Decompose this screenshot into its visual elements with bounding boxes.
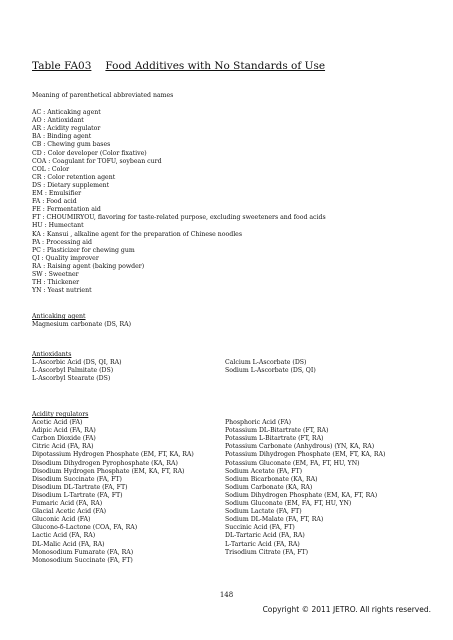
- additive-entry: Glucono-δ-Lactone (COA, FA, RA): [32, 524, 138, 532]
- additive-entry: L-Tartaric Acid (FA, RA): [225, 540, 300, 548]
- section-heading: Acidity regulators: [32, 411, 89, 418]
- abbreviation-item: DS : Dietary supplement: [32, 181, 110, 189]
- additive-entry: Sodium Bicarbonate (KA, RA): [225, 475, 318, 483]
- abbreviation-item: CD : Color developer (Color fixative): [32, 149, 147, 157]
- section-heading: Anticaking agent: [32, 313, 86, 320]
- additive-entry: Adipic Acid (FA, RA): [32, 427, 96, 435]
- additive-entry: L-Ascorbyl Stearate (DS): [32, 375, 111, 383]
- additive-entry: L-Ascorbyl Palmitate (DS): [32, 367, 114, 375]
- abbreviation-item: FT : CHOUMIRYOU, flavoring for taste-related purpose, excluding sweeteners and food acids: [32, 214, 326, 222]
- additive-entry: Gluconic Acid (FA): [32, 516, 91, 524]
- abbreviation-item: TH : Thickener: [32, 279, 80, 287]
- additive-entry: Monosodium Fumarate (FA, RA): [32, 548, 134, 556]
- additive-entry: Calcium L-Ascorbate (DS): [225, 359, 307, 367]
- section-right-column: [225, 359, 425, 383]
- abbreviation-item: BA : Binding agent: [32, 133, 92, 141]
- additive-entry: Potassium DL-Bitartrate (FT, RA): [225, 427, 329, 435]
- section-left-column: [32, 359, 225, 383]
- additive-entry: Sodium Gluconate (EM, FA, FT, HU, YN): [225, 500, 352, 508]
- additive-entry: Lactic Acid (FA, RA): [32, 532, 96, 540]
- section-anticaking: [32, 313, 432, 329]
- additive-entry: Carbon Dioxide (FA): [32, 435, 96, 443]
- page-number: 148: [219, 591, 234, 599]
- additive-entry: Sodium Dihydrogen Phosphate (EM, KA, FT, RA): [225, 491, 378, 499]
- additive-entry: Sodium Lactate (FA, FT): [225, 508, 302, 516]
- additive-entry: Disodium L-Tartrate (FA, FT): [32, 491, 123, 499]
- additive-entry: Succinic Acid (FA, FT): [225, 524, 295, 532]
- copyright-notice: Copyright © 2011 JETRO. All rights reserved.: [262, 605, 431, 614]
- abbreviation-item: QI : Quality improver: [32, 254, 99, 262]
- section-right-column: [225, 419, 425, 565]
- additive-entry: Disodium Succinate (FA, FT): [32, 475, 122, 483]
- abbreviation-item: EM : Emulsifier: [32, 190, 82, 198]
- additive-entry: Disodium DL-Tartrate (FA, FT): [32, 483, 128, 491]
- additive-entry: Sodium DL-Malate (FA, FT, RA): [225, 516, 324, 524]
- table-id: Table FA03: [32, 60, 92, 72]
- additive-entry: Phosphoric Acid (FA): [225, 419, 291, 427]
- additive-entry: DL-Malic Acid (FA, RA): [32, 540, 105, 548]
- abbreviation-item: SW : Sweetner: [32, 270, 79, 278]
- additive-entry: DL-Tartaric Acid (FA, RA): [225, 532, 305, 540]
- abbreviation-item: FE : Fermentation aid: [32, 206, 101, 214]
- additive-entry: Magnesium carbonate (DS, RA): [32, 321, 132, 329]
- abbreviation-item: KA : Kansui , alkaline agent for the preparation of Chinese noodles: [32, 230, 243, 238]
- table-title: [32, 60, 432, 72]
- additive-entry: Disodium Dihydrogen Pyrophosphate (KA, RA): [32, 459, 178, 467]
- additive-entry: Potassium Carbonate (Anhydrous) (YN, KA, RA): [225, 443, 375, 451]
- abbreviation-item: CR : Color retention agent: [32, 173, 116, 181]
- section-right-column: [225, 321, 425, 329]
- abbreviation-legend: [32, 92, 432, 295]
- additive-entry: Citric Acid (FA, RA): [32, 443, 94, 451]
- additive-entry: Monosodium Succinate (FA, FT): [32, 556, 133, 564]
- section-left-column: [32, 321, 225, 329]
- abbreviation-item: AR : Acidity regulator: [32, 125, 101, 133]
- additive-entry: Glacial Acetic Acid (FA): [32, 508, 107, 516]
- additive-entry: Dipotassium Hydrogen Phosphate (EM, FT, KA, RA): [32, 451, 194, 459]
- abbreviation-item: FA : Food acid: [32, 198, 77, 206]
- abbreviation-item: YN : Yeast nutrient: [32, 287, 92, 295]
- legend-heading: Meaning of parenthetical abbreviated names: [32, 92, 174, 99]
- additive-entry: Potassium Gluconate (EM, FA, FT, HU, YN): [225, 459, 360, 467]
- abbreviation-item: RA : Raising agent (baking powder): [32, 262, 145, 270]
- additive-entry: Potassium Dihydrogen Phosphate (EM, FT, KA, RA): [225, 451, 386, 459]
- additive-entry: Potassium L-Bitartrate (FT, RA): [225, 435, 324, 443]
- additive-entry: Trisodium Citrate (FA, FT): [225, 548, 309, 556]
- additive-entry: Fumaric Acid (FA, RA): [32, 500, 103, 508]
- additive-entry: Disodium Hydrogen Phosphate (EM, KA, FT, RA): [32, 467, 185, 475]
- abbreviation-item: AC : Anticaking agent: [32, 109, 101, 117]
- abbreviation-item: PA : Processing aid: [32, 238, 92, 246]
- additive-entry: L-Ascorbic Acid (DS, QI, RA): [32, 359, 122, 367]
- abbreviation-item: PC : Plasticizer for chewing gum: [32, 246, 135, 254]
- document-page: [32, 60, 432, 295]
- additive-entry: Acetic Acid (FA): [32, 419, 83, 427]
- abbreviation-item: COL : Color: [32, 165, 70, 173]
- additive-entry: Sodium Acetate (FA, FT): [225, 467, 303, 475]
- section-left-column: [32, 419, 225, 565]
- abbreviation-item: AO : Antioxidant: [32, 117, 84, 125]
- section-heading: Antioxidants: [32, 351, 72, 358]
- section-acidity-regulators: [32, 411, 432, 565]
- table-heading: Food Additives with No Standards of Use: [105, 60, 326, 72]
- abbreviation-item: CB : Chewing gum bases: [32, 141, 111, 149]
- abbreviation-item: HU : Humectant: [32, 222, 84, 230]
- additive-entry: Sodium Carbonate (KA, RA): [225, 483, 313, 491]
- legend-list: [32, 109, 432, 295]
- abbreviation-item: COA : Coagulant for TOFU, soybean curd: [32, 157, 162, 165]
- additive-entry: Sodium L-Ascorbate (DS, QI): [225, 367, 316, 375]
- section-antioxidants: [32, 351, 432, 383]
